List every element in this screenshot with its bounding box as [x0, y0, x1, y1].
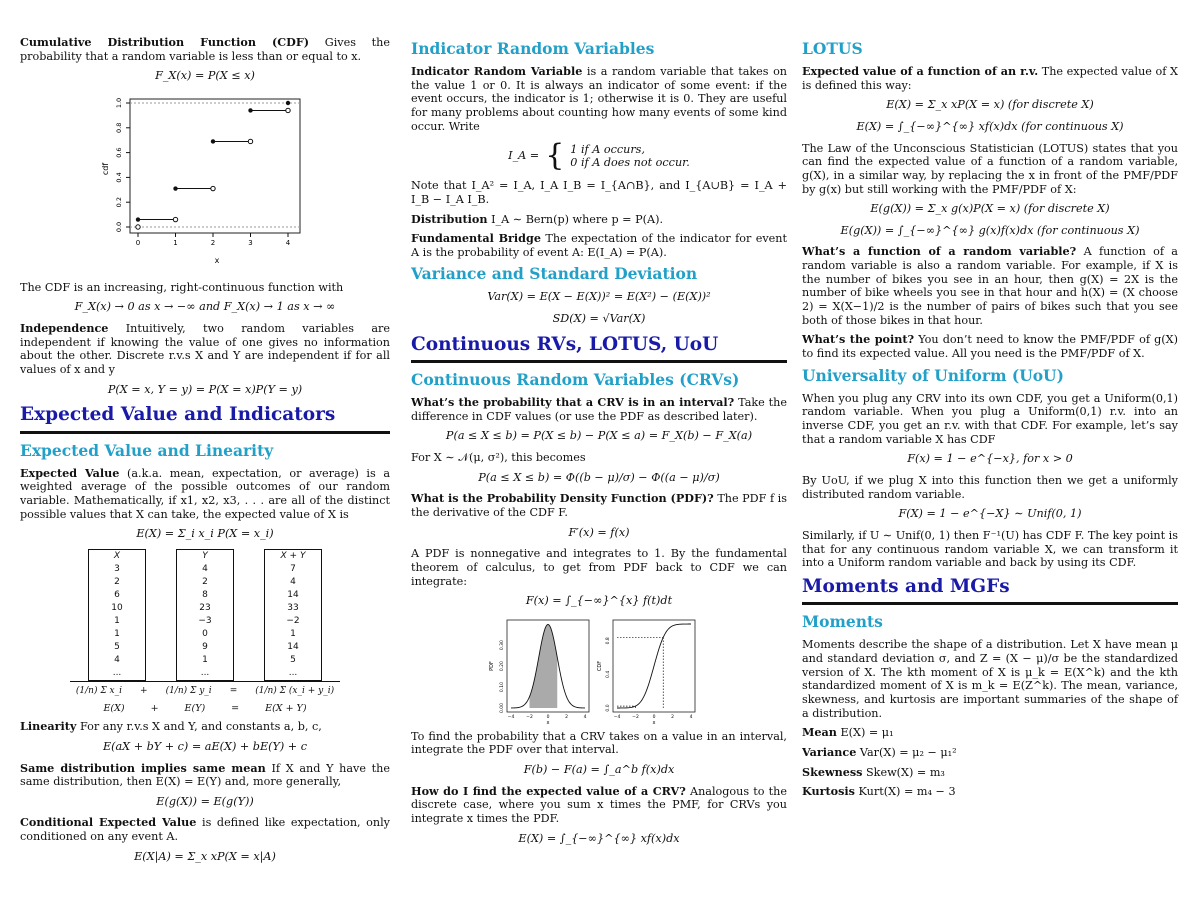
ev-table-cell: 4	[177, 563, 234, 576]
cdf-y-tick-label: 0.8	[606, 637, 611, 645]
kurtosis-line: Kurtosis Kurt(X) = m₄ − 3	[802, 784, 956, 799]
skewness-line: Skewness Skew(X) = m₃	[802, 764, 945, 779]
conditional-expectation-paragraph: Conditional Expected Value is defined like expectation, only conditioned on any event A.	[20, 815, 391, 844]
ev-table-header: X + Y	[265, 549, 322, 562]
column-1	[20, 36, 390, 871]
ev-table-cell: 23	[177, 602, 234, 615]
ev-exp-term: =	[231, 702, 240, 714]
pdf-x-tick-label: 4	[583, 715, 587, 721]
cdf-curve	[617, 624, 691, 708]
cdf-y-tick-label: 0.2	[115, 196, 123, 208]
pdf-ylabel: PDF	[489, 661, 495, 671]
cdf-step-plot	[20, 91, 390, 277]
independence-equation: P(X = x, Y = y) = P(X = x)P(Y = y)	[107, 382, 303, 396]
pdf-note: A PDF is nonnegative and integrates to 1. By the fundamental theorem of calculus, to get from PDF back to CDF we can integrate:	[411, 547, 787, 588]
subsection-uou: Universality of Uniform (UoU)	[802, 365, 1064, 385]
pdf-x-tick-label: 0	[546, 715, 550, 721]
cdf-x-tick-label: 4	[689, 715, 693, 721]
crv-probability-equation: P(a ≤ X ≤ b) = P(X ≤ b) − P(X ≤ a) = F_X(b) − F_X(a)	[445, 429, 753, 443]
ev-table-cell: 1	[89, 628, 146, 641]
section-title-continuous: Continuous RVs, LOTUS, UoU	[411, 333, 719, 355]
ev-sum-term: (1/n) Σ x_i	[75, 685, 123, 696]
ev-table-cell: 3	[89, 563, 146, 576]
pdf-x-tick-label: 2	[565, 715, 568, 721]
cdf-y-tick-label: 0.8	[115, 122, 123, 133]
uou-paragraph: When you plug any CRV into its own CDF, you get a Uniform(0,1) random variable. When you plug a Uniform(0,1) r.v. into an inverse CDF, you get an r.v. with that CDF. For example, let’s say that a random variable X has CDF	[802, 391, 1178, 446]
cdf-x-tick-label: 2	[671, 715, 674, 721]
lotus-discrete-equation: E(g(X)) = Σ_x g(x)P(X = x) (for discrete X)	[870, 202, 1110, 216]
indicator-distribution: Distribution I_A ∼ Bern(p) where p = P(A).	[411, 211, 663, 226]
cdf-x-tick-label: 4	[285, 238, 291, 247]
ev-table-cell: 14	[265, 589, 322, 602]
ev-table-header: X	[89, 549, 146, 562]
variance-equation: Var(X) = E(X − E(X))² = E(X²) − (E(X))²	[487, 290, 711, 304]
cdf-closed-point	[286, 101, 290, 105]
ev-table-cell: 7	[265, 563, 322, 576]
cdf-ylabel: cdf	[101, 162, 110, 176]
cdf-y-tick-label: 0.6	[115, 147, 123, 158]
cdf-open-point	[248, 139, 252, 143]
expected-value-paragraph: Expected Value (a.k.a. mean, expectation, or average) is a weighted average of the possible outcomes of our random variable. Mathematically, if x1, x2, x3, . . . are all of the distinct possible values that X can take, the expected value of X is	[20, 465, 390, 521]
normal-text: For X ∼ 𝒩(μ, σ²), this becomes	[411, 451, 586, 465]
section-rule	[802, 602, 1178, 605]
ev-table-cell: 1	[89, 615, 146, 628]
ev-table-cell: 1	[265, 628, 322, 641]
cdf-xlabel-right: x	[652, 720, 656, 727]
ev-table-cell: 4	[265, 576, 322, 589]
section-title-moments: Moments and MGFs	[802, 575, 1010, 597]
column-3	[802, 36, 1178, 805]
ev-table-cell: −2	[265, 615, 322, 628]
cdf-x-tick-label: 3	[248, 238, 253, 247]
cdf-closed-point	[211, 139, 215, 143]
cdf-open-point	[211, 186, 215, 190]
point-paragraph: What’s the point? You don’t need to know the PMF/PDF of g(X) to find its expected value. All you need is the PMF/PDF of X.	[802, 332, 1178, 361]
ev-continuous-equation: E(X) = ∫_{−∞}^{∞} xf(x)dx (for continuous X)	[856, 119, 1124, 133]
lotus-paragraph: The Law of the Unconscious Statistician (LOTUS) states that you can find the expected value of a function of a random variable, g(X), in a similar way, by replacing the x in front of the PMF/PDF by g(x) but still working with the PMF/PDF of X:	[802, 141, 1178, 196]
pdf-y-tick-label: 0.10	[500, 682, 505, 693]
subsection-expected-value-linearity: Expected Value and Linearity	[20, 440, 274, 460]
indicator-note: Note that I_A² = I_A, I_A I_B = I_{A∩B}, and I_{A∪B} = I_A + I_B − I_A I_B.	[411, 179, 787, 206]
uou-equation-2: F(X) = 1 − e^{−X} ∼ Unif(0, 1)	[898, 507, 1082, 521]
ev-table-cell: 5	[265, 654, 322, 667]
cdf-x-tick-label: 2	[210, 238, 216, 247]
section-rule	[20, 431, 390, 434]
pdf-y-tick-label: 0.20	[500, 661, 505, 672]
ev-exp-term: +	[150, 702, 159, 714]
interval-equation: F(b) − F(a) = ∫_a^b f(x)dx	[523, 763, 675, 776]
ev-table-cell: 8	[177, 589, 234, 602]
lotus-continuous-equation: E(g(X)) = ∫_{−∞}^{∞} g(x)f(x)dx (for continuous X)	[840, 223, 1140, 237]
indicator-equation: I_A = { 1 if A occurs, 0 if A does not occur.	[508, 138, 690, 174]
normal-equation: P(a ≤ X ≤ b) = Φ((b − μ)/σ) − Φ((a − μ)/σ)	[478, 470, 720, 484]
expected-value-equation: E(X) = Σ_i x_i P(X = x_i)	[136, 527, 274, 541]
ev-table-cell: 2	[177, 576, 234, 589]
ev-table-cell: 0	[177, 628, 234, 641]
cdf-x-tick-label: 1	[173, 238, 178, 247]
expected-value-table	[88, 549, 322, 681]
section-rule	[411, 360, 787, 363]
pdf-derivative-equation: F′(x) = f(x)	[568, 525, 630, 539]
cdf-y-tick-label: 0.0	[115, 221, 123, 233]
mean-line: Mean E(X) = μ₁	[802, 725, 894, 740]
subsection-variance: Variance and Standard Deviation	[411, 264, 698, 284]
ev-expectation-row	[20, 703, 390, 715]
cdf-y-tick-label: 1.0	[115, 97, 123, 109]
ev-discrete-equation: E(X) = Σ_x xP(X = x) (for discrete X)	[886, 98, 1094, 112]
cdf-open-point	[286, 108, 290, 112]
ev-sum-term: =	[229, 685, 238, 696]
sd-equation: SD(X) = √Var(X)	[552, 312, 646, 326]
pdf-y-tick-label: 0.30	[500, 640, 505, 651]
ev-crv-paragraph: How do I find the expected value of a CRV? Analogous to the discrete case, where you sum x times the PMF, for CRVs you integrate x times the PDF.	[411, 783, 788, 825]
indicator-paragraph: Indicator Random Variable is a random variable that takes on the value 1 or 0. It is always an indicator of some event: if the event occurs, the indicator is 1; otherwise it is 0. They are useful for many problems about counting how many events of some kind occur. Write	[411, 63, 788, 133]
ev-table-cell: 5	[89, 641, 146, 654]
uou-paragraph-3: Similarly, if U ∼ Unif(0, 1) then F⁻¹(U) has CDF F. The key point is that for any continuous random variable X, we can transform it into a Uniform random variable and back by using its CDF.	[802, 528, 1178, 570]
ev-exp-term: E(Y)	[184, 702, 206, 714]
cdf-properties: The CDF is an increasing, right-continuous function with	[20, 280, 344, 294]
pdf-integral-equation: F(x) = ∫_{−∞}^{x} f(t)dt	[525, 594, 673, 608]
cdf-limits-equation: F_X(x) → 0 as x → −∞ and F_X(x) → 1 as x → ∞	[74, 300, 336, 314]
pdf-question: What is the Probability Density Function (PDF)? The PDF f is the derivative of the CDF F.	[411, 491, 787, 520]
cdf-y-tick-label: 0.0	[606, 704, 611, 712]
subsection-crv: Continuous Random Variables (CRVs)	[411, 370, 740, 390]
interval-text: To find the probability that a CRV takes on a value in an interval, integrate the PDF over that interval.	[411, 729, 787, 757]
independence-paragraph: Independence Intuitively, two random variables are independent if knowing the value of one gives no information about the other. Discrete r.v.s X and Y are independent if for all values of x and y	[20, 320, 390, 376]
cdf-x-tick-label: −2	[632, 715, 639, 721]
cdf-xlabel: x	[214, 255, 220, 265]
ev-crv-equation: E(X) = ∫_{−∞}^{∞} xf(x)dx	[518, 831, 680, 845]
ev-table-cell: ...	[177, 667, 234, 680]
same-distribution-equation: E(g(X)) = E(g(Y))	[156, 794, 254, 808]
moments-paragraph: Moments describe the shape of a distribution. Let X have mean μ and standard deviation σ, and Z = (X − μ)/σ be the standardized version of X. The kth moment of X is μ_k = E(X^k) and the kth standardized moment of X is m_k = E(Z^k). The mean, variance, skewness, and kurtosis are important summaries of the shape of a distribution.	[802, 638, 1178, 720]
cdf-ylabel-right: CDF	[597, 660, 603, 672]
ev-sum-term: +	[140, 685, 148, 696]
ev-table-cell: ...	[265, 667, 322, 680]
function-rv-paragraph: What’s a function of a random variable? A function of a random variable is also a random variable. For example, if X is the number of bikes you see in an hour, then g(X) = 2X is the number of bike wheels you see in that hour and h(X) = (X choose 2) = X(X−1)/2 is the number of pairs of bikes such that you see both of those bikes in that hour.	[802, 244, 1178, 327]
subsection-indicator-rv: Indicator Random Variables	[411, 39, 655, 58]
pdf-cdf-plots	[411, 616, 787, 726]
ev-exp-term: E(X)	[103, 702, 125, 714]
ev-sum-term: (1/n) Σ (x_i + y_i)	[255, 685, 335, 696]
crv-probability-paragraph: What’s the probability that a CRV is in an interval? Take the difference in CDF values (or use the PDF as described later).	[411, 395, 788, 423]
ev-sum-term: (1/n) Σ y_i	[165, 685, 212, 696]
cdf-closed-point	[136, 217, 140, 221]
ev-table-cell: ...	[89, 667, 146, 680]
fundamental-bridge: Fundamental Bridge The expectation of the indicator for event A is the probability of event A: E(I_A) = P(A).	[411, 231, 787, 259]
ev-function-paragraph: Expected value of a function of an r.v. The expected value of X is defined this way:	[802, 63, 1178, 92]
subsection-lotus: LOTUS	[802, 39, 863, 58]
subsection-moments: Moments	[802, 612, 883, 632]
linearity-paragraph: Linearity For any r.v.s X and Y, and constants a, b, c,	[20, 719, 322, 734]
ev-table-cell: 14	[265, 641, 322, 654]
same-distribution-paragraph: Same distribution implies same mean If X and Y have the same distribution, then E(X) = E(Y) and, more generally,	[20, 760, 390, 789]
ev-table-cell: 33	[265, 602, 322, 615]
variance-line: Variance Var(X) = μ₂ − μ₁²	[802, 744, 957, 759]
cdf-x-tick-label: 0	[652, 715, 656, 721]
ev-sum-row	[20, 686, 390, 697]
ev-table-cell: 2	[89, 576, 146, 589]
cdf-open-point	[136, 225, 140, 229]
ev-exp-term: E(X + Y)	[265, 702, 307, 714]
ev-table-cell: 10	[89, 602, 146, 615]
linearity-equation: E(aX + bY + c) = aE(X) + bE(Y) + c	[102, 739, 307, 753]
section-title-expected-value: Expected Value and Indicators	[20, 404, 336, 426]
uou-paragraph-2: By UoU, if we plug X into this function then we get a uniformly distributed random variable.	[802, 473, 1178, 501]
cdf-equation: F_X(x) = P(X ≤ x)	[155, 69, 255, 83]
ev-table-cell: −3	[177, 615, 234, 628]
column-2	[411, 36, 787, 853]
cdf-closed-point	[248, 108, 252, 112]
conditional-expectation-equation: E(X|A) = Σ_x xP(X = x|A)	[134, 849, 276, 863]
ev-table-cell: 4	[89, 654, 146, 667]
pdf-y-tick-label: 0.00	[500, 703, 505, 714]
pdf-x-tick-label: −4	[507, 715, 515, 721]
cdf-closed-point	[173, 186, 177, 190]
ev-table-cell: 6	[89, 589, 146, 602]
ev-table-cell: 1	[177, 654, 234, 667]
pdf-xlabel: x	[546, 720, 550, 727]
cdf-y-tick-label: 0.4	[606, 670, 611, 679]
cdf-y-tick-label: 0.4	[115, 172, 123, 183]
ev-table-header: Y	[177, 549, 234, 562]
cdf-open-point	[173, 217, 177, 221]
ev-table-cell: 9	[177, 641, 234, 654]
pdf-x-tick-label: −2	[526, 715, 533, 721]
cdf-paragraph: Cumulative Distribution Function (CDF) Gives the probability that a random variable is less than or equal to x.	[20, 35, 390, 63]
cdf-x-tick-label: 0	[135, 238, 141, 247]
cdf-x-tick-label: −4	[613, 715, 621, 721]
uou-equation-1: F(x) = 1 − e^{−x}, for x > 0	[907, 452, 1073, 466]
